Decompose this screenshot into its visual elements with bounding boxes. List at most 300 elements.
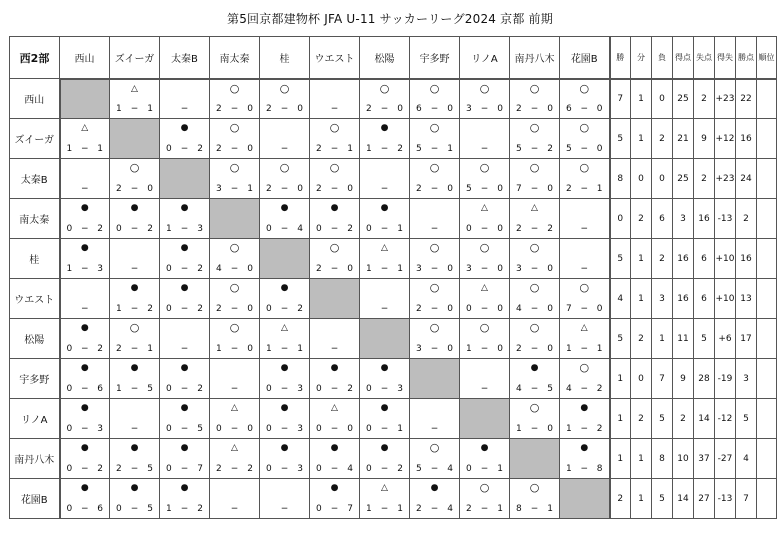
- match-score: [210, 344, 259, 354]
- score-for: 3: [416, 344, 422, 354]
- self-match-cell: [360, 319, 410, 359]
- score-against: 0: [347, 184, 353, 194]
- match-score: [210, 424, 259, 434]
- table-row: [10, 199, 777, 239]
- match-score: [160, 144, 209, 154]
- loss-mark: ●: [330, 203, 339, 213]
- match-score: [210, 144, 259, 154]
- score-against: 2: [197, 144, 203, 154]
- match-score: [510, 424, 559, 434]
- score-separator: −: [530, 184, 539, 194]
- match-score: [310, 144, 359, 154]
- loss-mark: ●: [530, 363, 539, 373]
- score-against: 1: [247, 184, 253, 194]
- score-for: 0: [116, 224, 122, 234]
- win-mark: ○: [579, 81, 590, 95]
- match-result-cell: [360, 359, 410, 399]
- unplayed-dash: −: [280, 144, 289, 154]
- stat-cell: 25: [673, 159, 694, 199]
- match-score: [410, 344, 459, 354]
- win-mark: ○: [529, 481, 540, 494]
- stat-cell: [757, 279, 777, 319]
- score-separator: −: [180, 384, 189, 394]
- stat-cell: 27: [694, 479, 715, 519]
- match-score: [410, 264, 459, 274]
- score-separator: −: [230, 424, 239, 434]
- score-separator: −: [80, 504, 89, 514]
- match-result-cell: [360, 399, 410, 439]
- score-separator: −: [380, 424, 389, 434]
- row-header-team: リノA: [10, 399, 60, 439]
- match-score: [360, 384, 409, 394]
- score-separator: −: [580, 184, 589, 194]
- score-for: 2: [216, 304, 222, 314]
- match-result-cell: [110, 399, 160, 439]
- row-header-team: ウエスト: [10, 279, 60, 319]
- match-result-cell: [510, 159, 560, 199]
- score-against: 0: [447, 304, 453, 314]
- match-score: [260, 424, 309, 434]
- score-for: 0: [316, 224, 322, 234]
- score-against: 5: [147, 464, 153, 474]
- loss-mark: ●: [330, 443, 339, 453]
- unplayed-dash: −: [330, 344, 339, 354]
- match-result-cell: [60, 199, 110, 239]
- score-against: 1: [297, 344, 303, 354]
- stat-cell: [757, 439, 777, 479]
- win-mark: ○: [129, 321, 140, 334]
- stat-cell: -13: [715, 479, 736, 519]
- match-score: [210, 184, 259, 194]
- self-match-cell: [460, 399, 510, 439]
- stat-cell: 8: [610, 159, 631, 199]
- stat-cell: 1: [631, 479, 652, 519]
- match-score: [61, 264, 110, 274]
- match-score: [510, 344, 559, 354]
- stat-cell: 1: [631, 79, 652, 119]
- score-for: 2: [516, 224, 522, 234]
- match-score: [360, 424, 409, 434]
- win-mark: ○: [579, 361, 590, 374]
- score-for: 2: [266, 104, 272, 114]
- score-separator: −: [480, 104, 489, 114]
- score-against: 3: [97, 264, 103, 274]
- score-for: 4: [516, 384, 522, 394]
- match-result-cell: [160, 199, 210, 239]
- win-mark: ○: [379, 81, 390, 95]
- match-result-cell: [460, 239, 510, 279]
- win-mark: ○: [529, 81, 540, 95]
- draw-mark: △: [231, 443, 238, 453]
- score-for: 0: [266, 224, 272, 234]
- loss-mark: ●: [80, 443, 89, 453]
- score-for: 3: [466, 264, 472, 274]
- score-separator: −: [230, 104, 239, 114]
- stat-cell: 3: [652, 279, 673, 319]
- table-row: [10, 279, 777, 319]
- stat-cell: [757, 399, 777, 439]
- loss-mark: ●: [380, 403, 389, 413]
- score-separator: −: [430, 104, 439, 114]
- match-score: [560, 184, 609, 194]
- match-result-cell: [360, 199, 410, 239]
- stat-cell: [757, 199, 777, 239]
- score-separator: −: [580, 384, 589, 394]
- match-score: [460, 224, 509, 234]
- unplayed-dash: −: [480, 384, 489, 394]
- match-score: [310, 224, 359, 234]
- score-for: 0: [166, 264, 172, 274]
- stat-cell: +23: [715, 159, 736, 199]
- match-score: [460, 344, 509, 354]
- stat-cell: 6: [694, 239, 715, 279]
- draw-mark: △: [131, 83, 138, 94]
- match-result-cell: [210, 439, 260, 479]
- stat-cell: 10: [673, 439, 694, 479]
- match-score: [160, 464, 209, 474]
- score-against: 2: [97, 464, 103, 474]
- win-mark: ○: [429, 81, 440, 95]
- table-row: [10, 479, 777, 519]
- stat-cell: 5: [610, 239, 631, 279]
- draw-mark: △: [481, 283, 488, 293]
- match-result-cell: [560, 399, 610, 439]
- match-score: [160, 424, 209, 434]
- loss-mark: ●: [280, 403, 289, 413]
- stat-cell: 6: [694, 279, 715, 319]
- stat-cell: 2: [694, 79, 715, 119]
- column-header-team: ズイーガ: [110, 37, 160, 79]
- match-score: [160, 304, 209, 314]
- match-result-cell: [160, 479, 210, 519]
- match-score: [260, 184, 309, 194]
- score-for: 0: [66, 464, 73, 474]
- score-against: 2: [297, 304, 303, 314]
- loss-mark: ●: [580, 403, 589, 413]
- match-result-cell: [410, 279, 460, 319]
- score-for: 2: [466, 504, 472, 514]
- score-separator: −: [380, 464, 389, 474]
- score-against: 1: [447, 144, 453, 154]
- stat-cell: 2: [631, 399, 652, 439]
- match-result-cell: [460, 79, 510, 119]
- self-match-cell: [310, 279, 360, 319]
- score-for: 1: [166, 504, 172, 514]
- row-header-team: 南太秦: [10, 199, 60, 239]
- match-result-cell: [460, 359, 510, 399]
- score-separator: −: [130, 224, 139, 234]
- unplayed-dash: −: [430, 424, 439, 434]
- win-mark: ○: [429, 121, 440, 134]
- score-separator: −: [80, 144, 89, 154]
- score-for: 3: [516, 264, 522, 274]
- match-score: [110, 384, 159, 394]
- win-mark: ○: [429, 241, 440, 254]
- win-mark: ○: [579, 121, 590, 134]
- match-score: [510, 264, 559, 274]
- score-separator: −: [180, 464, 189, 474]
- score-for: 5: [516, 144, 522, 154]
- score-separator: −: [430, 144, 439, 154]
- score-separator: −: [130, 504, 139, 514]
- score-against: 2: [397, 464, 403, 474]
- stat-cell: 5: [652, 399, 673, 439]
- score-for: 4: [216, 264, 222, 274]
- score-against: 3: [297, 384, 303, 394]
- match-score: [310, 504, 359, 514]
- row-header-team: 宇多野: [10, 359, 60, 399]
- score-for: 0: [66, 424, 73, 434]
- loss-mark: ●: [280, 203, 289, 213]
- match-result-cell: [260, 319, 310, 359]
- match-score: [510, 104, 559, 114]
- score-for: 1: [116, 384, 122, 394]
- unplayed-dash: −: [430, 224, 439, 234]
- score-against: 5: [547, 384, 553, 394]
- loss-mark: ●: [130, 443, 139, 453]
- score-against: 1: [596, 344, 603, 354]
- self-match-cell: [110, 119, 160, 159]
- score-for: 6: [416, 104, 422, 114]
- score-separator: −: [580, 104, 589, 114]
- score-against: 4: [447, 504, 453, 514]
- score-separator: −: [580, 144, 589, 154]
- win-mark: ○: [279, 81, 290, 95]
- unplayed-dash: −: [580, 264, 589, 274]
- win-mark: ○: [279, 161, 290, 174]
- score-against: 5: [147, 504, 153, 514]
- score-separator: −: [380, 224, 389, 234]
- row-header-team: 桂: [10, 239, 60, 279]
- match-result-cell: [160, 239, 210, 279]
- draw-mark: △: [531, 203, 538, 213]
- unplayed-dash: −: [580, 224, 589, 234]
- match-score: [110, 224, 159, 234]
- match-score: [460, 464, 509, 474]
- match-score: [560, 144, 609, 154]
- match-result-cell: [260, 399, 310, 439]
- score-for: 3: [416, 264, 422, 274]
- score-against: 0: [596, 304, 603, 314]
- stat-cell: [757, 79, 777, 119]
- stat-cell: 16: [736, 119, 757, 159]
- column-header-team: 南丹八木: [510, 37, 560, 79]
- match-result-cell: [360, 239, 410, 279]
- match-score: [560, 304, 609, 314]
- score-for: 8: [516, 504, 522, 514]
- unplayed-dash: −: [330, 104, 339, 114]
- row-header-team: 松陽: [10, 319, 60, 359]
- score-for: 2: [316, 264, 322, 274]
- league-table: [9, 36, 777, 519]
- score-separator: −: [180, 424, 189, 434]
- score-separator: −: [380, 264, 389, 274]
- unplayed-dash: −: [280, 504, 289, 514]
- loss-mark: ●: [280, 363, 289, 373]
- loss-mark: ●: [130, 203, 139, 213]
- score-against: 2: [197, 304, 203, 314]
- stat-cell: -27: [715, 439, 736, 479]
- column-header-team: 南太秦: [210, 37, 260, 79]
- score-for: 5: [416, 144, 422, 154]
- match-score: [560, 464, 609, 474]
- stat-cell: [757, 319, 777, 359]
- score-against: 1: [397, 224, 403, 234]
- score-separator: −: [280, 304, 289, 314]
- score-separator: −: [80, 224, 89, 234]
- score-for: 0: [366, 384, 372, 394]
- score-against: 0: [297, 104, 303, 114]
- unplayed-dash: −: [380, 184, 389, 194]
- score-against: 0: [596, 144, 603, 154]
- draw-mark: △: [81, 123, 89, 133]
- score-against: 0: [497, 224, 503, 234]
- score-against: 0: [447, 184, 453, 194]
- match-score: [61, 344, 110, 354]
- match-result-cell: [60, 279, 110, 319]
- score-separator: −: [530, 504, 539, 514]
- match-score: [510, 184, 559, 194]
- score-against: 5: [197, 424, 203, 434]
- score-against: 1: [397, 504, 403, 514]
- match-result-cell: [110, 319, 160, 359]
- match-score: [410, 464, 459, 474]
- score-for: 0: [266, 464, 272, 474]
- match-result-cell: [60, 159, 110, 199]
- match-score: [260, 224, 309, 234]
- match-result-cell: [160, 359, 210, 399]
- stat-cell: 16: [673, 279, 694, 319]
- score-against: 4: [347, 464, 353, 474]
- score-for: 1: [66, 144, 73, 154]
- match-score: [310, 424, 359, 434]
- match-result-cell: [460, 159, 510, 199]
- stat-cell: 8: [652, 439, 673, 479]
- loss-mark: ●: [130, 363, 139, 373]
- score-separator: −: [530, 224, 539, 234]
- score-separator: −: [430, 184, 439, 194]
- match-result-cell: [560, 239, 610, 279]
- score-separator: −: [130, 344, 139, 354]
- stat-cell: 2: [652, 239, 673, 279]
- score-for: 2: [116, 464, 122, 474]
- score-for: 2: [116, 184, 122, 194]
- score-separator: −: [280, 464, 289, 474]
- match-result-cell: [60, 439, 110, 479]
- stat-cell: 9: [694, 119, 715, 159]
- score-separator: −: [380, 504, 389, 514]
- match-result-cell: [360, 479, 410, 519]
- match-result-cell: [210, 119, 260, 159]
- score-separator: −: [330, 144, 339, 154]
- score-separator: −: [280, 384, 289, 394]
- stat-cell: 5: [610, 119, 631, 159]
- score-separator: −: [480, 344, 489, 354]
- loss-mark: ●: [280, 283, 289, 293]
- match-result-cell: [110, 199, 160, 239]
- unplayed-dash: −: [380, 304, 389, 314]
- score-for: 2: [266, 184, 272, 194]
- match-score: [510, 384, 559, 394]
- match-result-cell: [410, 239, 460, 279]
- match-result-cell: [360, 159, 410, 199]
- score-for: 0: [166, 424, 172, 434]
- stat-cell: 6: [652, 199, 673, 239]
- score-for: 2: [366, 104, 372, 114]
- unplayed-dash: −: [480, 144, 489, 154]
- score-against: 2: [347, 224, 353, 234]
- score-separator: −: [480, 224, 489, 234]
- match-score: [360, 264, 409, 274]
- match-result-cell: [260, 79, 310, 119]
- stat-cell: 22: [736, 79, 757, 119]
- score-separator: −: [230, 184, 239, 194]
- table-row: [10, 359, 777, 399]
- match-score: [460, 184, 509, 194]
- match-score: [410, 184, 459, 194]
- unplayed-dash: −: [80, 184, 89, 194]
- score-for: 7: [516, 184, 522, 194]
- score-for: 2: [516, 104, 522, 114]
- score-against: 0: [147, 184, 153, 194]
- score-against: 0: [547, 104, 553, 114]
- stat-cell: 5: [652, 479, 673, 519]
- match-result-cell: [560, 439, 610, 479]
- stat-cell: 5: [694, 319, 715, 359]
- draw-mark: △: [580, 323, 588, 333]
- match-score: [510, 504, 559, 514]
- score-separator: −: [280, 104, 289, 114]
- match-score: [360, 504, 409, 514]
- stat-cell: 25: [673, 79, 694, 119]
- score-against: 1: [596, 184, 603, 194]
- match-result-cell: [510, 399, 560, 439]
- score-separator: −: [580, 304, 589, 314]
- score-for: 0: [166, 304, 172, 314]
- match-result-cell: [310, 359, 360, 399]
- score-for: 2: [516, 344, 522, 354]
- score-against: 2: [147, 224, 153, 234]
- stat-cell: 21: [673, 119, 694, 159]
- match-score: [510, 224, 559, 234]
- score-separator: −: [430, 504, 439, 514]
- stat-cell: 7: [736, 479, 757, 519]
- match-score: [510, 304, 559, 314]
- stat-cell: 0: [631, 159, 652, 199]
- loss-mark: ●: [80, 323, 89, 333]
- match-result-cell: [560, 199, 610, 239]
- loss-mark: ●: [380, 123, 389, 133]
- win-mark: ○: [329, 121, 340, 134]
- score-for: 2: [416, 184, 422, 194]
- win-mark: ○: [129, 161, 140, 174]
- score-separator: −: [330, 504, 339, 514]
- win-mark: ○: [529, 321, 540, 334]
- win-mark: ○: [529, 241, 540, 254]
- match-result-cell: [560, 319, 610, 359]
- match-result-cell: [210, 399, 260, 439]
- match-result-cell: [260, 439, 310, 479]
- score-for: 2: [116, 344, 122, 354]
- match-score: [310, 384, 359, 394]
- stat-cell: 0: [652, 79, 673, 119]
- win-mark: ○: [229, 281, 240, 294]
- stat-cell: 3: [673, 199, 694, 239]
- score-against: 2: [197, 264, 203, 274]
- score-separator: −: [230, 464, 239, 474]
- stat-cell: +23: [715, 79, 736, 119]
- score-for: 1: [216, 344, 222, 354]
